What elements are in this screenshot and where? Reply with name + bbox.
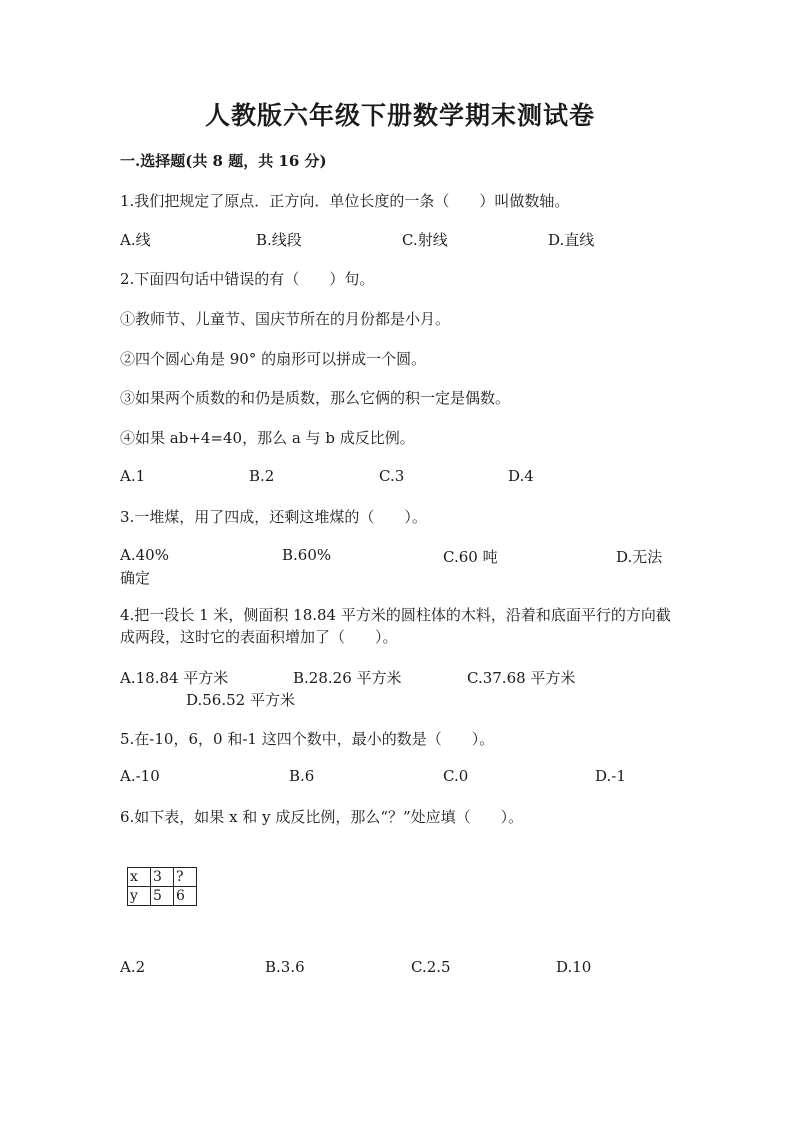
q4-option-c: C.37.68 平方米 (467, 669, 576, 687)
q1-option-d: D.直线 (548, 231, 595, 249)
q1-option-c: C.射线 (402, 231, 448, 249)
q3-option-d: D.无法 (616, 548, 663, 566)
table-cell: ? (174, 868, 197, 887)
q4-option-d: D.56.52 平方米 (186, 691, 295, 709)
question-6-stem: 6.如下表，如果 x 和 y 成反比例，那么“？”处应填（ ）。 (120, 808, 524, 826)
q2-statement-4: ④如果 ab+4=40，那么 a 与 b 成反比例。 (120, 429, 415, 447)
table-cell: 6 (174, 887, 197, 906)
question-1-stem: 1.我们把规定了原点．正方向．单位长度的一条（ ）叫做数轴。 (120, 192, 570, 210)
page-title: 人教版六年级下册数学期末测试卷 (204, 101, 595, 130)
q5-option-a: A.-10 (120, 767, 160, 785)
question-2-stem: 2.下面四句话中错误的有（ ）句。 (120, 270, 375, 288)
section-heading: 一.选择题(共 8 题，共 16 分) (120, 152, 327, 170)
q6-option-b: B.3.6 (265, 958, 305, 976)
q2-option-b: B.2 (249, 467, 275, 485)
question-4-stem: 4.把一段长 1 米，侧面积 18.84 平方米的圆柱体的木料，沿着和底面平行的方向截成两段，这时它的表面积增加了（ ）。 (120, 606, 671, 646)
q2-statement-2: ②四个圆心角是 90° 的扇形可以拼成一个圆。 (120, 350, 427, 368)
q2-statement-3: ③如果两个质数的和仍是质数，那么它俩的积一定是偶数。 (120, 389, 511, 407)
q6-option-a: A.2 (120, 958, 146, 976)
table-row (128, 868, 197, 887)
q2-statement-1: ①教师节、儿童节、国庆节所在的月份都是小月。 (120, 310, 451, 328)
q3-option-b: B.60% (282, 546, 332, 564)
table-cell: x (128, 868, 151, 887)
q4-option-b: B.28.26 平方米 (293, 669, 402, 687)
q2-option-a: A.1 (120, 467, 146, 485)
q6-xy-table (127, 867, 197, 906)
q3-option-c: C.60 吨 (443, 548, 498, 566)
q6-option-d: D.10 (556, 958, 592, 976)
q5-option-c: C.0 (443, 767, 469, 785)
q5-option-d: D.-1 (595, 767, 626, 785)
q4-option-a: A.18.84 平方米 (120, 669, 229, 687)
q2-option-c: C.3 (379, 467, 405, 485)
question-3-stem: 3.一堆煤，用了四成，还剩这堆煤的（ ）。 (120, 508, 427, 526)
q3-option-d-continued: 确定 (120, 569, 151, 587)
q1-option-b: B.线段 (256, 231, 302, 249)
table-cell: 5 (151, 887, 174, 906)
question-5-stem: 5.在-10，6，0 和-1 这四个数中，最小的数是（ ）。 (120, 730, 495, 748)
table-cell: 3 (151, 868, 174, 887)
q5-option-b: B.6 (289, 767, 315, 785)
table-row (128, 887, 197, 906)
q3-option-a: A.40% (120, 546, 169, 564)
table-cell: y (128, 887, 151, 906)
q6-option-c: C.2.5 (411, 958, 451, 976)
q2-option-d: D.4 (508, 467, 534, 485)
q1-option-a: A.线 (120, 231, 151, 249)
